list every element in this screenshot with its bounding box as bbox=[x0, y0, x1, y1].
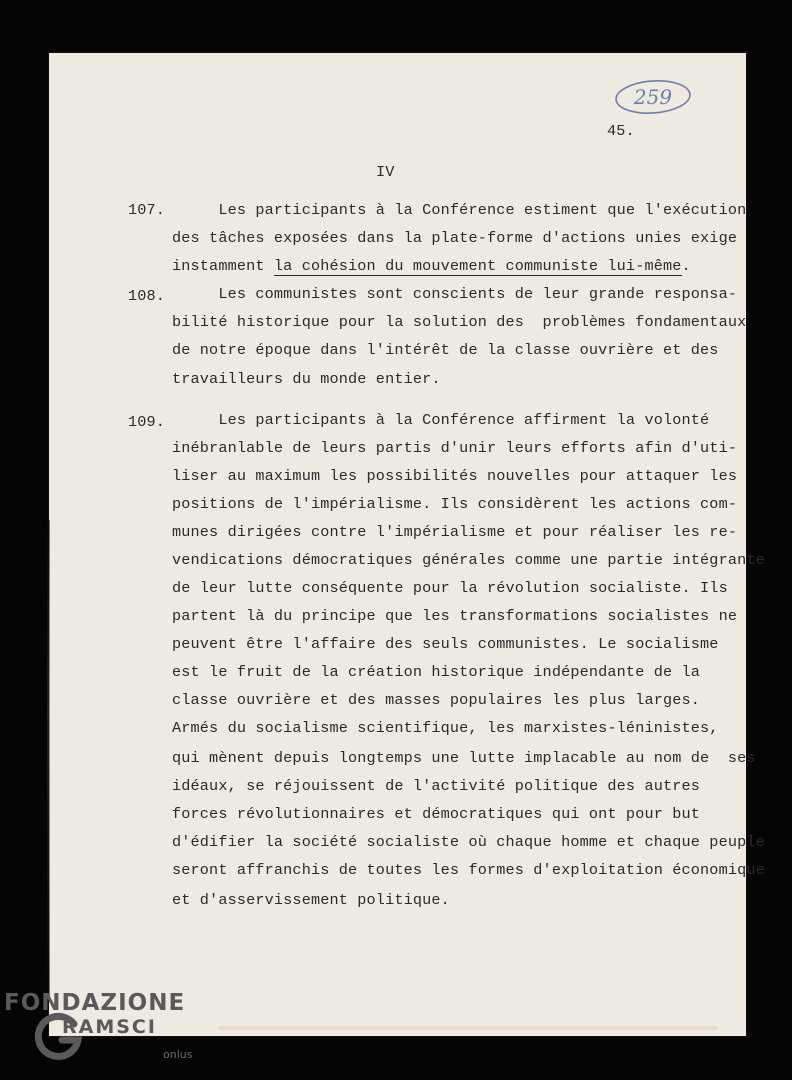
text-line: forces révolutionnaires et démocratiques qui ont pour but bbox=[172, 805, 701, 823]
underlined-phrase: la cohésion du mouvement communiste lui-même bbox=[273, 257, 682, 275]
text-line: peuvent être l'affaire des seuls communistes. Le socialisme bbox=[172, 635, 719, 653]
text-line: munes dirigées contre l'impérialisme et pour réaliser les re- bbox=[172, 523, 738, 541]
paragraph-number: 107. bbox=[128, 201, 166, 219]
folio-number: 259 bbox=[633, 85, 673, 109]
text-line: est le fruit de la création historique indépendante de la bbox=[172, 663, 701, 681]
text-line: classe ouvrière et des masses populaires les plus larges. bbox=[172, 691, 701, 709]
paragraph-number: 109. bbox=[128, 413, 166, 431]
text-line: et d'asservissement politique. bbox=[172, 891, 450, 909]
page-shadow-edge bbox=[47, 520, 50, 1000]
text-segment: instamment bbox=[172, 257, 274, 275]
page-number: 45. bbox=[607, 122, 635, 140]
text-line: seront affranchis de toutes les formes d'exploitation économique bbox=[172, 861, 765, 879]
watermark-logo bbox=[4, 990, 204, 1070]
watermark-suffix: onlus bbox=[163, 1048, 193, 1061]
text-line: positions de l'impérialisme. Ils considèrent les actions com- bbox=[172, 495, 738, 513]
paper-strip bbox=[218, 1026, 718, 1030]
text-line: d'édifier la société socialiste où chaque homme et chaque peuple bbox=[172, 833, 765, 851]
text-line: Les participants à la Conférence affirment la volonté bbox=[172, 411, 710, 429]
text-line: idéaux, se réjouissent de l'activité politique des autres bbox=[172, 777, 701, 795]
text-line: vendications démocratiques générales comme une partie intégrante bbox=[172, 551, 765, 569]
section-heading: IV bbox=[376, 163, 395, 181]
text-line: Armés du socialisme scientifique, les marxistes-léninistes, bbox=[172, 719, 719, 737]
text-line: Les communistes sont conscients de leur grande responsa- bbox=[172, 285, 738, 303]
text-line: bilité historique pour la solution des problèmes fondamentaux bbox=[172, 313, 747, 331]
text-line: de leur lutte conséquente pour la révolution socialiste. Ils bbox=[172, 579, 728, 597]
text-segment: . bbox=[681, 257, 691, 275]
watermark-line2: RAMSCI bbox=[62, 1016, 157, 1038]
text-line: qui mènent depuis longtemps une lutte implacable au nom de ses bbox=[172, 749, 756, 767]
text-line bbox=[172, 257, 691, 275]
paragraph-number: 108. bbox=[128, 287, 166, 305]
text-line: de notre époque dans l'intérêt de la classe ouvrière et des bbox=[172, 341, 719, 359]
text-line: travailleurs du monde entier. bbox=[172, 370, 441, 388]
text-line: liser au maximum les possibilités nouvelles pour attaquer les bbox=[172, 467, 738, 485]
text-line: Les participants à la Conférence estiment que l'exécution bbox=[172, 201, 747, 219]
text-line: des tâches exposées dans la plate-forme d'actions unies exige bbox=[172, 229, 738, 247]
folio-stamp bbox=[613, 78, 695, 116]
watermark-line1: FONDAZIONE bbox=[4, 990, 186, 1016]
text-line: partent là du principe que les transformations socialistes ne bbox=[172, 607, 738, 625]
text-line: inébranlable de leurs partis d'unir leurs efforts afin d'uti- bbox=[172, 439, 738, 457]
